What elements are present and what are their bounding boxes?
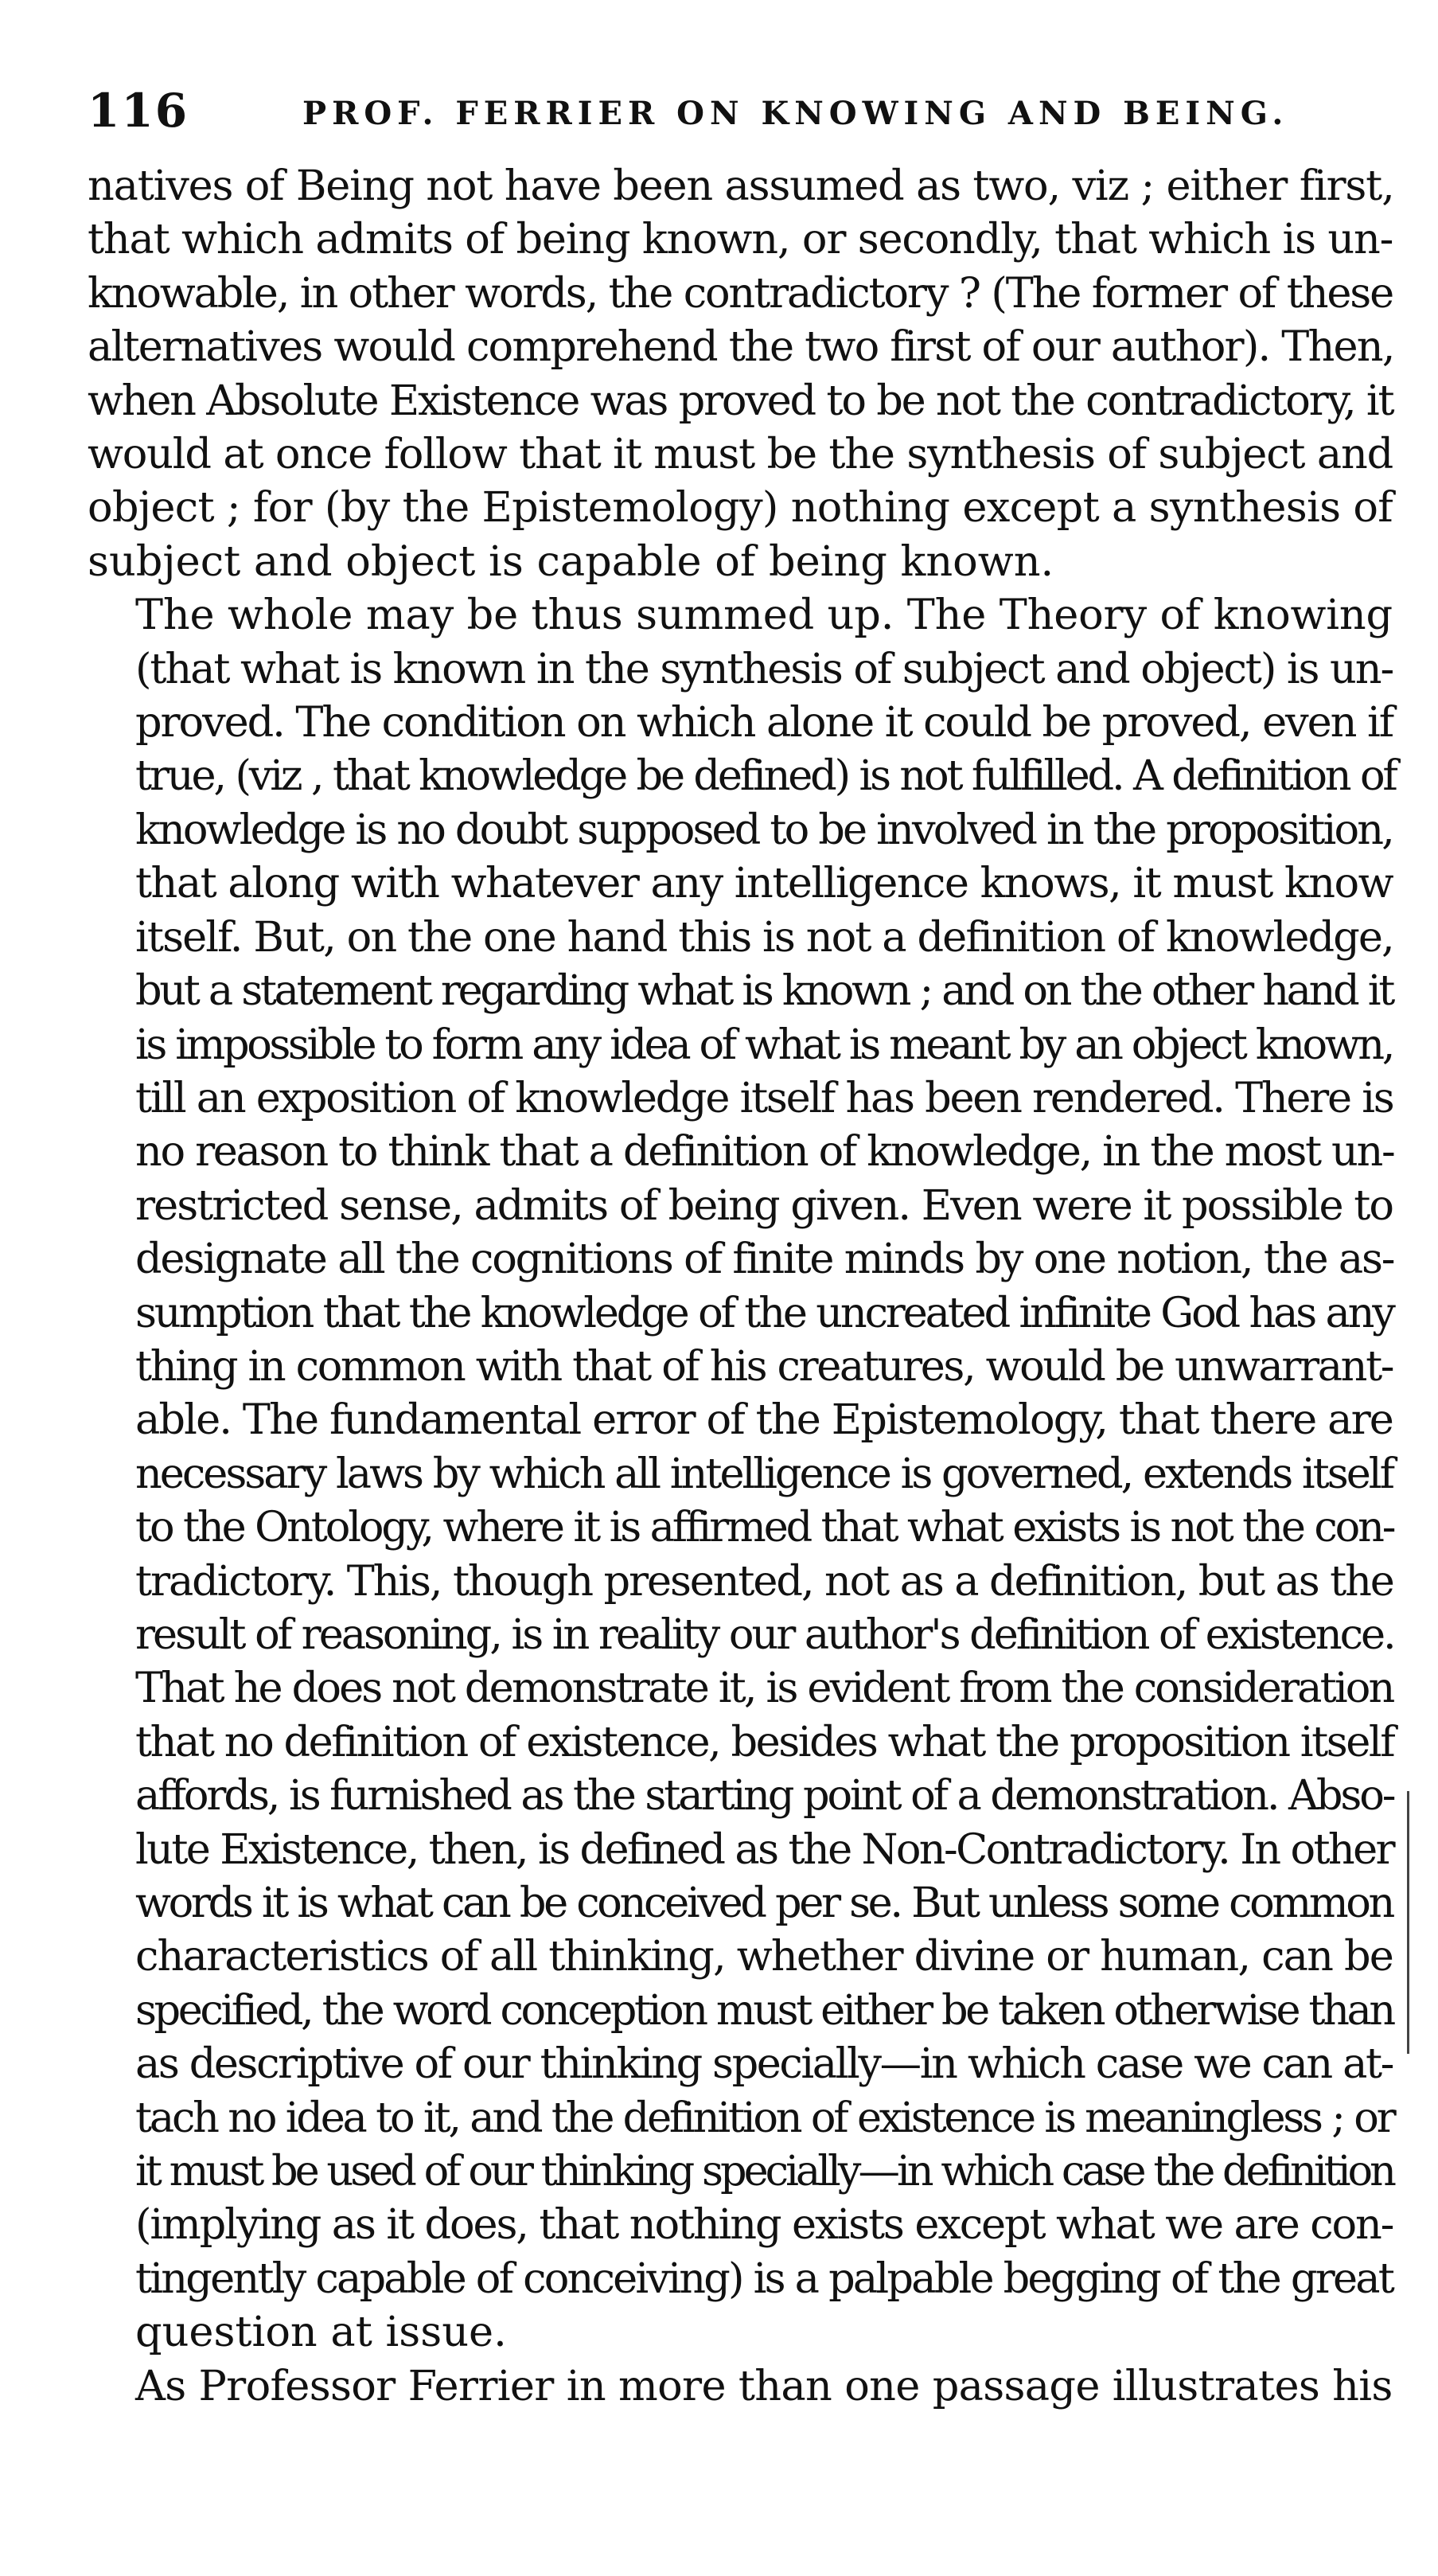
text-line: sumption that the knowledge of the uncreated infinite God has any [135, 1288, 1393, 1337]
text-line: question at issue. [135, 2308, 507, 2357]
text-line: affords, is furnished as the starting point of a demonstration. Abso- [135, 1771, 1394, 1821]
text-line: when Absolute Existence was proved to be not the contradictory, it [88, 376, 1393, 425]
text-line: to the Ontology, where it is affirmed that what exists is not the con- [135, 1503, 1394, 1552]
text-line: That he does not demonstrate it, is evident from the consideration [135, 1664, 1393, 1713]
text-line: specified, the word conception must either be taken otherwise than [135, 1985, 1393, 2035]
text-line: would at once follow that it must be the synthesis of subject and [88, 430, 1393, 479]
text-line: proved. The condition on which alone it could be proved, even if [135, 698, 1393, 747]
page-header [88, 84, 1393, 147]
body-text [88, 159, 1396, 2413]
text-line: knowledge is no doubt supposed to be involved in the proposition, [135, 805, 1393, 854]
text-line: object ; for (by the Epistemology) nothing except a synthesis of [88, 483, 1393, 533]
text-line: tingently capable of conceiving) is a palpable begging of the great [135, 2254, 1393, 2303]
text-line: it must be used of our thinking specially—in which case the definition [135, 2147, 1394, 2196]
text-line: As Professor Ferrier in more than one passage illustrates his [135, 2361, 1393, 2410]
paragraph [88, 159, 1393, 588]
text-line: that no definition of existence, besides what the proposition itself [135, 1717, 1394, 1766]
text-line: that which admits of being known, or secondly, that which is un- [88, 215, 1393, 264]
running-head: PROF. FERRIER ON KNOWING AND BEING. [302, 95, 1289, 132]
text-line: restricted sense, admits of being given. Even were it possible to [135, 1181, 1393, 1230]
text-line: result of reasoning, is in reality our author's definition of existence. [135, 1610, 1394, 1659]
page-number: 116 [88, 84, 189, 138]
text-line: but a statement regarding what is known ; and on the other hand it [135, 966, 1393, 1016]
text-line: knowable, in other words, the contradictory ? (The former of these [88, 268, 1393, 318]
text-line: characteristics of all thinking, whether divine or human, can be [135, 1932, 1393, 1981]
text-line: able. The fundamental error of the Epistemology, that there are [135, 1395, 1393, 1445]
text-line: tradictory. This, though presented, not as a definition, but as the [135, 1556, 1393, 1606]
text-line: natives of Being not have been assumed as two, viz ; either first, [88, 162, 1394, 210]
paragraph [88, 2359, 1393, 2413]
text-line: (that what is known in the synthesis of subject and object) is un- [135, 644, 1393, 693]
text-line: thing in common with that of his creatures, would be unwarrant- [135, 1341, 1393, 1391]
text-line: no reason to think that a definition of knowledge, in the most un- [135, 1127, 1394, 1177]
text-line: words it is what can be conceived per se. But unless some common [135, 1879, 1393, 1927]
text-line: The whole may be thus summed up. The Theory of knowing [135, 591, 1393, 640]
text-line: necessary laws by which all intelligence is governed, extends itself [135, 1449, 1393, 1498]
text-line: itself. But, on the one hand this is not a definition of knowledge, [135, 912, 1393, 962]
paragraph [88, 588, 1396, 2359]
text-line: true, (viz , that knowledge be defined) is not fulfilled. A definition of [135, 751, 1396, 801]
text-line: (implying as it does, that nothing exists except what we are con- [135, 2200, 1393, 2250]
margin-rule [1407, 1791, 1409, 2054]
text-line: till an exposition of knowledge itself has been rendered. There is [135, 1073, 1393, 1122]
text-line: is impossible to form any idea of what is meant by an object known, [135, 1020, 1393, 1069]
text-line: subject and object is capable of being known. [88, 537, 1054, 586]
text-line: designate all the cognitions of finite minds by one notion, the as- [135, 1235, 1394, 1284]
text-line: lute Existence, then, is defined as the Non-Contradictory. In other [135, 1825, 1393, 1874]
text-line: alternatives would comprehend the two first of our author). Then, [88, 322, 1394, 372]
text-line: as descriptive of our thinking specially—in which case we can at- [135, 2039, 1393, 2089]
text-line: that along with whatever any intelligence knows, it must know [135, 859, 1393, 908]
text-line: tach no idea to it, and the definition of existence is meaningless ; or [135, 2093, 1394, 2142]
